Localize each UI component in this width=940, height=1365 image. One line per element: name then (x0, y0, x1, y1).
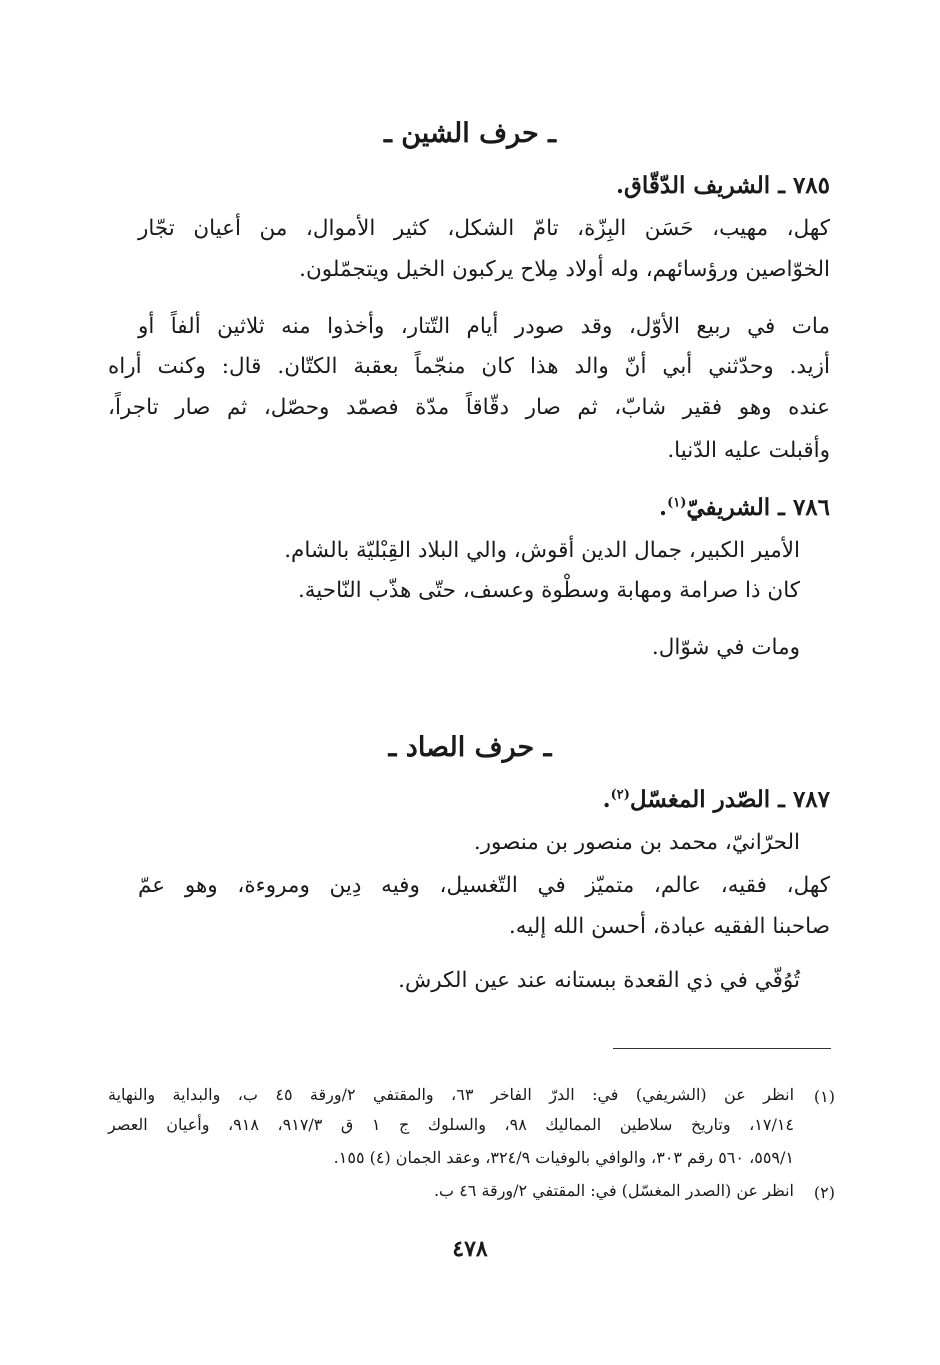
footnote-2-number: (٢) (813, 1183, 835, 1202)
entry-787-title (603, 786, 830, 813)
footnote-1-number: (١) (813, 1087, 835, 1106)
entry-785-line-3: مات في ربيع الأوّل، وقد صودر أيام التّتار، وأخذوا منه ثلاثين ألفاً أو (138, 314, 830, 339)
entry-785-line-6: وأقبلت عليه الدّنيا. (667, 438, 830, 463)
footnote-ref-2: (٢) (610, 787, 630, 803)
entry-787-title-text: ٧٨٧ ـ الصّدر المغسّل (629, 786, 830, 813)
entry-787-line-1: الحرّانيّ، محمد بن منصور بن منصور. (473, 830, 800, 855)
entry-785-line-4: أزيد. وحدّثني أبي أنّ والد هذا كان منجّماً بعقبة الكتّان. قال: وكنت أراه (108, 354, 830, 379)
entry-785-line-5: عنده وهو فقير شابّ، ثم صار دقّاقاً مدّة فصمّد وحصّل، ثم صار تاجراً، (108, 395, 830, 420)
entry-785-line-2: الخوّاصين ورؤسائهم، وله أولاد مِلاح يركبون الخيل ويتجمّلون. (299, 257, 830, 282)
footnote-ref-1: (١) (667, 495, 687, 511)
entry-786-line-3: ومات في شوّال. (651, 635, 800, 660)
footnote-1-line-1: انظر عن (الشريفي) في: الدرّ الفاخر ٦٣، والمقتفي ٢/ورقة ٤٥ ب، والبداية والنهاية (108, 1085, 795, 1104)
footnote-1-line-2: ١٧/١٤، وتاريخ سلاطين المماليك ٩٨، والسلوك ج ١ ق ٩١٧/٣، ٩١٨، وأعيان العصر (108, 1115, 795, 1134)
footnote-separator (613, 1048, 831, 1049)
section-heading-shin: ـ حرف الشين ـ (383, 118, 557, 149)
entry-786-title-end: . (659, 494, 668, 521)
entry-786-title-text: ٧٨٦ ـ الشريفيّ (686, 494, 830, 521)
entry-787-line-4: تُوُفّي في ذي القعدة ببستانه عند عين الكرش. (398, 968, 800, 993)
entry-786-title (659, 494, 830, 521)
footnote-1-line-3: ٥٥٩/١، ٥٦٠ رقم ٣٠٣، والوافي بالوفيات ٣٢٤/٩، وعقد الجمان (٤) ١٥٥. (333, 1148, 794, 1167)
entry-785-line-1: كهل، مهيب، حَسَن البِزّة، تامّ الشكل، كثير الأموال، من أعيان تجّار (138, 216, 830, 241)
entry-786-line-1: الأمير الكبير، جمال الدين أقوش، والي البلاد القِبْليّة بالشام. (284, 538, 800, 563)
entry-787-line-3: صاحبنا الفقيه عبادة، أحسن الله إليه. (508, 914, 830, 939)
section-heading-sad: ـ حرف الصاد ـ (388, 732, 552, 763)
entry-787-title-end: . (602, 786, 611, 813)
page-number: ٤٧٨ (452, 1236, 488, 1262)
footnote-2-line-1: انظر عن (الصدر المغسّل) في: المقتفي ٢/ورقة ٤٦ ب. (433, 1181, 794, 1200)
entry-785-title: ٧٨٥ ـ الشريف الدّقّاق. (616, 172, 830, 199)
entry-786-line-2: كان ذا صرامة ومهابة وسطْوة وعسف، حتّى هذّب النّاحية. (297, 578, 800, 603)
entry-787-line-2: كهل، فقيه، عالم، متميّز في التّغسيل، وفيه دِين ومروءة، وهو عمّ (138, 873, 830, 898)
